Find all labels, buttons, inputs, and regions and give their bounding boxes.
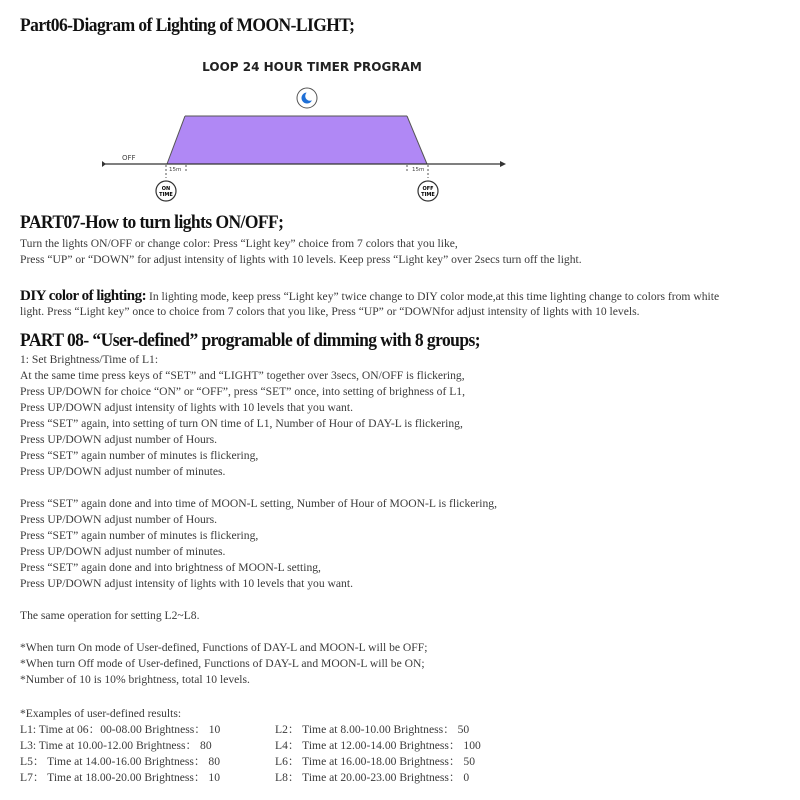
diagram-title: LOOP 24 HOUR TIMER PROGRAM xyxy=(202,60,422,74)
text-line: Press UP/DOWN adjust number of Hours. xyxy=(20,513,218,526)
text-line: light. Press “Light key” once to choice from 7 colors that you like, Press “UP” or “DOWNfor adjust intensity of lights with 10 levels. xyxy=(20,305,640,318)
ramp-on-label: 15m xyxy=(169,167,182,173)
text-line: Press UP/DOWN adjust intensity of lights with 10 levels that you want. xyxy=(20,577,353,590)
example-entry: L7： Time at 18.00-20.00 Brightness： 10 xyxy=(20,771,220,784)
text-line: Press UP/DOWN adjust intensity of lights with 10 levels that you want. xyxy=(20,401,353,414)
text-line: *When turn On mode of User-defined, Functions of DAY-L and MOON-L will be OFF; xyxy=(20,641,428,654)
text-line: Press “UP” or “DOWN” for adjust intensity of lights with 10 levels. Keep press “Light key” over 2secs turn off the light. xyxy=(20,253,582,266)
svg-text:ON: ON xyxy=(161,186,171,192)
text-line: Press “SET” again done and into brightness of MOON-L setting, xyxy=(20,561,321,574)
part07-text xyxy=(20,236,582,268)
moon-icon xyxy=(297,88,317,108)
off-time-marker xyxy=(418,181,438,201)
ramp-off-label: 15m xyxy=(412,167,425,173)
text-line: At the same time press keys of “SET” and “LIGHT” together over 3secs, ON/OFF is flickering, xyxy=(20,369,465,382)
svg-text:TIME: TIME xyxy=(421,192,435,198)
svg-text:OFF: OFF xyxy=(422,186,434,192)
part08-text xyxy=(20,352,497,688)
example-entry: L6： Time at 16.00-18.00 Brightness： 50 xyxy=(275,755,475,768)
part07-title: PART07-How to turn lights ON/OFF; xyxy=(20,212,284,233)
text-line: In lighting mode, keep press “Light key” twice change to DIY color mode,at this time lighting change to colors from white xyxy=(146,290,720,303)
text-line: *When turn Off mode of User-defined, Functions of DAY-L and MOON-L will be ON; xyxy=(20,657,425,670)
example-row xyxy=(20,738,481,754)
timer-diagram xyxy=(100,50,520,210)
svg-text:TIME: TIME xyxy=(159,192,173,198)
on-time-marker xyxy=(156,181,176,201)
text-line: 1: Set Brightness/Time of L1: xyxy=(20,353,159,366)
text-line: Press UP/DOWN adjust number of Hours. xyxy=(20,433,218,446)
examples xyxy=(20,706,481,786)
text-line: Press “SET” again number of minutes is flickering, xyxy=(20,529,259,542)
example-entry: L8： Time at 20.00-23.00 Brightness： 0 xyxy=(275,771,470,784)
off-label: OFF xyxy=(122,154,136,162)
light-on-area xyxy=(167,116,427,164)
example-entry: L3: Time at 10.00-12.00 Brightness： 80 xyxy=(20,739,212,752)
example-entry: L1: Time at 06：00-08.00 Brightness： 10 xyxy=(20,723,221,736)
part08-title: PART 08- “User-defined” programable of dimming with 8 groups; xyxy=(20,330,481,351)
example-row xyxy=(20,722,481,738)
text-line: Press UP/DOWN adjust number of minutes. xyxy=(20,545,226,558)
example-entry: L2： Time at 8.00-10.00 Brightness： 50 xyxy=(275,723,470,736)
part06-title: Part06-Diagram of Lighting of MOON-LIGHT; xyxy=(20,15,355,36)
example-row xyxy=(20,754,481,770)
example-row xyxy=(20,770,481,786)
text-line: Press “SET” again, into setting of turn ON time of L1, Number of Hour of DAY-L is flickering, xyxy=(20,417,463,430)
example-entry: L4： Time at 12.00-14.00 Brightness： 100 xyxy=(275,739,481,752)
text-line: The same operation for setting L2~L8. xyxy=(20,609,200,622)
text-line: *Number of 10 is 10% brightness, total 10 levels. xyxy=(20,673,250,686)
examples-title: *Examples of user-defined results: xyxy=(20,707,182,720)
text-line: Press UP/DOWN for choice “ON” or “OFF”, press “SET” once, into setting of brighness of L1, xyxy=(20,385,465,398)
text-line: Press “SET” again done and into time of MOON-L setting, Number of Hour of MOON-L is flickering, xyxy=(20,497,497,510)
example-entry: L5： Time at 14.00-16.00 Brightness： 80 xyxy=(20,755,220,768)
text-line: Turn the lights ON/OFF or change color: Press “Light key” choice from 7 colors that you like, xyxy=(20,237,458,250)
diy-section xyxy=(20,288,719,320)
text-line: Press “SET” again number of minutes is flickering, xyxy=(20,449,259,462)
text-line: Press UP/DOWN adjust number of minutes. xyxy=(20,465,226,478)
diy-title: DIY color of lighting: xyxy=(20,288,147,304)
